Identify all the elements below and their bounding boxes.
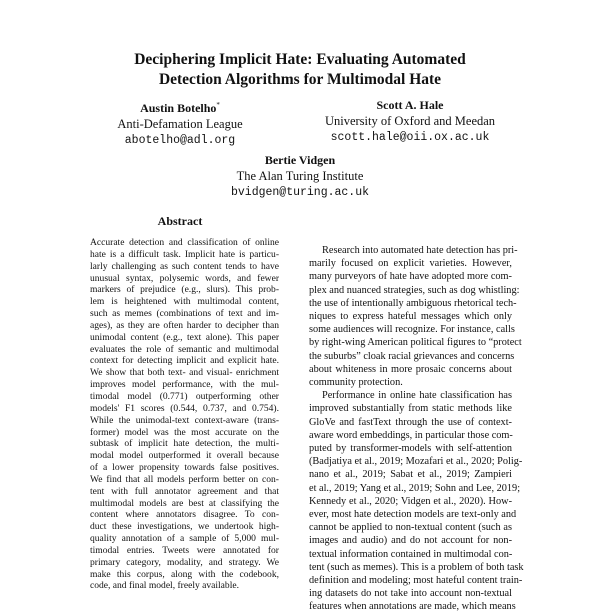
abstract-line: subtask of implicit hate detection, the multi- [90,438,279,450]
abstract-line: hate is a difficult task. Implicit hate is particu- [90,248,279,260]
body-line: tent (such as memes). This is a problem of both task [309,561,524,573]
abstract-line: We find that all models perform better on con- [90,473,279,485]
abstract-line: lem is heightened with multimodal content, [90,296,279,308]
abstract-line: timodal model (0.771) outperforming other [90,390,279,402]
body-line: images and audio) and do not account for non- [309,535,512,547]
author-footnote-mark: * [216,101,220,109]
body-line: GloVe and fastText through the use of context- [309,416,512,428]
body-line: textual information contained in multimodal con- [309,548,513,560]
body-line: ever, most hate detection models are text-only and [309,509,517,521]
paper-title [0,50,600,90]
abstract-line: such as memes (combinations of text and im- [90,308,279,320]
body-line: by right-wing American political figures to “protect [309,337,522,349]
body-line: (Badjatiya et al., 2019; Mozafari et al., 2020; Polig- [309,456,523,468]
body-line: some audiences will recognize. For instance, calls [309,324,515,336]
author-name-line [110,98,250,116]
body-line: Performance in online hate classification has [322,390,512,402]
body-line: ing datasets do not take into account non-textual [309,588,512,600]
abstract-line: of a lower propensity towards false positives. [90,462,279,474]
author-block [110,98,250,148]
body-line: niques to express hateful messages which only [309,311,512,323]
abstract-line: unimodal content (e.g., text alone). This paper [90,331,279,343]
title-line: Deciphering Implicit Hate: Evaluating Automated [134,51,466,68]
abstract-line: modal model outperformed it overall because [90,450,279,462]
abstract-line: code, and final model, freely available. [90,580,239,592]
body-line: community protection. [309,377,403,389]
abstract-line: quality annotation of a sample of 5,000 mul- [90,533,279,545]
abstract-text [90,237,279,592]
abstract-heading: Abstract [157,214,203,228]
body-line: plex and nuanced strategies, such as dog whistling: [309,284,520,296]
body-line: et al., 2019; Yang et al., 2019; Sohn and Lee, 2019; [309,482,521,494]
abstract-line: While the unimodal-text context-aware (trans- [90,414,279,426]
abstract-line: former) model was the most accurate on the [90,426,279,438]
body-line: many purveyors of hate have adopted more com- [309,271,512,283]
body-text [309,244,524,614]
abstract-line: Accurate detection and classification of online [90,237,279,248]
author-email: bvidgen@turing.ac.uk [230,186,370,199]
body-line: marily focused on explicit varieties. However, [309,258,512,270]
body-line: cannot be applied to non-textual content (such as [309,522,512,534]
abstract-line: make this corpus, along with the codebook, [90,568,279,580]
abstract-line: models' F1 scores (0.544, 0.737, and 0.754). [90,402,279,414]
body-line: definition and modeling; most hateful content train- [309,575,523,587]
author-affiliation: University of Oxford and Meedan [324,114,496,128]
abstract-line: context for detecting implicit and explicit hate. [90,355,279,367]
abstract-line: duct these investigations, we undertook high- [90,521,279,533]
abstract-line: larly challenging as such content tends to have [90,260,279,272]
body-line: improved substantially from static methods like [309,403,512,415]
abstract-line: timodal entries. Tweets were annotated for [90,544,279,556]
abstract-line: tent with full annotator agreement and that [90,485,279,497]
body-paragraph [309,389,524,613]
author-name: Scott A. Hale [376,98,444,112]
body-line: Research into automated hate detection has pri- [322,245,518,256]
body-line: the use of intentionally ambiguous rhetorical tech- [309,297,517,309]
author-name: Bertie Vidgen [264,153,336,167]
body-line: about whiteness in more prosaic concerns about [309,363,512,375]
abstract-line: content where annotators disagree. To con- [90,509,279,521]
abstract-line: We show that both text- and visual- enrichment [90,367,279,379]
author-name: Austin Botelho [140,101,217,115]
abstract-line: ages), as they are often harder to decipher than [90,319,279,331]
abstract-line: primary category, modality, and strategy. We [90,556,279,568]
body-line: Kennedy et al., 2020; Vidgen et al., 2020). How- [309,495,512,507]
body-paragraph [309,244,522,389]
body-line: aware word embeddings, in particular those com- [309,429,513,441]
abstract-line: multimodal models are best at classifying the [90,497,279,509]
abstract-line: unusual syntax, polysemic words, and fewer [90,272,279,284]
body-line: features when annotations are made, which means [309,601,516,613]
author-email: abotelho@adl.org [124,134,236,147]
abstract-line: evaluates the role of semantic and multimodal [90,343,279,355]
body-line: puted by transformer-models with self-attention [309,443,512,455]
author-affiliation: The Alan Turing Institute [236,169,364,183]
author-block [300,98,520,145]
body-line: the suburbs” cloak racial grievances and concerns [309,350,515,362]
author-affiliation: Anti-Defamation League [117,117,243,131]
abstract-line: improves model performance, with the mul- [90,379,279,391]
title-line: Detection Algorithms for Multimodal Hate [158,71,442,88]
author-email: scott.hale@oii.ox.ac.uk [330,131,490,144]
body-line: nano et al., 2019; Sabat et al., 2019; Zampieri [309,469,512,481]
abstract-line: markers of prejudice (e.g., slurs). This prob- [90,284,279,296]
author-block [180,153,420,200]
